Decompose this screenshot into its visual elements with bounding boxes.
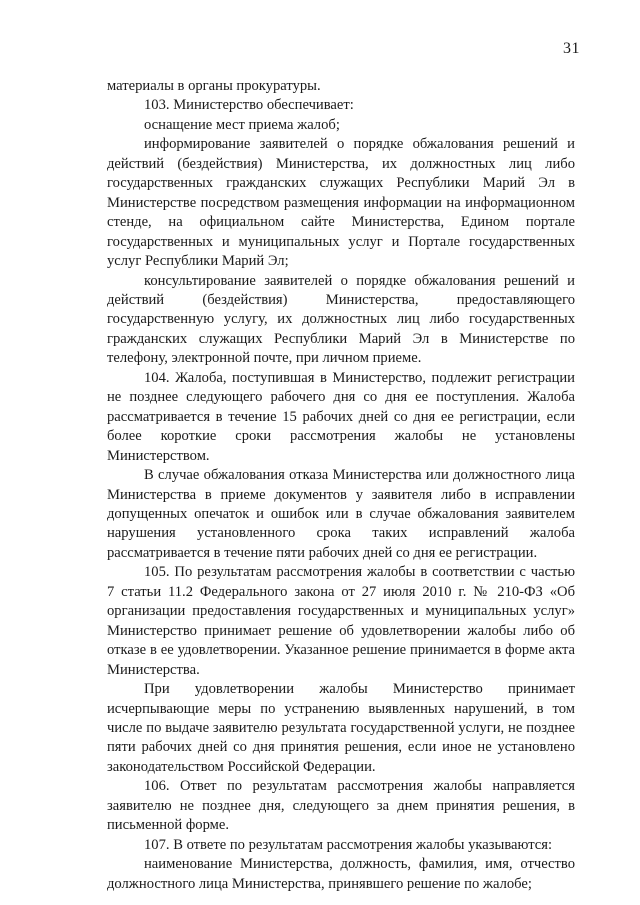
paragraph-item-104: 104. Жалоба, поступившая в Министерство, подлежит регистрации не позднее следующего рабочего дня со дня ее поступления. Жалоба рассматривается в течение 15 рабочих дней со дня ее регистрации, если более короткие сроки рассмотрения жалобы не установлены Министерством.: [107, 369, 575, 464]
document-body: [107, 77, 575, 894]
paragraph-103-informing: информирование заявителей о порядке обжалования решений и действий (бездействия) Министерства, их должностных лиц либо государственных гражданских служащих Республики Марий Эл в Министерстве посредством размещения информации на информационном стенде, на официальном сайте Министерства, Едином портале государственных и муниципальных услуг и Портале государственных услуг Республики Марий Эл;: [107, 136, 575, 270]
paragraph-103-consulting: консультирование заявителей о порядке обжалования решений и действий (бездействия) Министерства, предоставляющего государственную услугу, их должностных лиц либо государственных гражданских служащих Республики Марий Эл в Министерстве по телефону, электронной почте, при личном приеме.: [107, 272, 575, 367]
paragraph-105-satisfaction: При удовлетворении жалобы Министерство принимает исчерпывающие меры по устранению выявленных нарушений, в том числе по выдаче заявителю результата государственной услуги, не позднее пяти рабочих дней со дня принятия решения, если иное не установлено законодательством Российской Федерации.: [107, 681, 575, 775]
page-number: 31: [563, 40, 580, 57]
paragraph-item-107: 107. В ответе по результатам рассмотрения жалобы указываются:: [144, 836, 553, 853]
paragraph-item-106: 106. Ответ по результатам рассмотрения жалобы направляется заявителю не позднее дня, следующего за днем принятия решения, в письменной форме.: [107, 778, 575, 834]
paragraph-continuation: материалы в органы прокуратуры.: [107, 78, 321, 94]
paragraph-107-name: наименование Министерства, должность, фамилия, имя, отчество должностного лица Министерства, принявшего решение по жалобе;: [107, 856, 575, 892]
paragraph-item-105: 105. По результатам рассмотрения жалобы в соответствии с частью 7 статьи 11.2 Федерального закона от 27 июля 2010 г. № 210-ФЗ «Об организации предоставления государственных и муниципальных услуг» Министерство принимает решение об удовлетворении жалобы либо об отказе в ее удовлетворении. Указанное решение принимается в форме акта Министерства.: [107, 564, 575, 678]
paragraph-item-103: 103. Министерство обеспечивает:: [144, 97, 354, 114]
paragraph-104-refusal: В случае обжалования отказа Министерства или должностного лица Министерства в приеме документов у заявителя либо в исправлении допущенных опечаток и ошибок или в случае обжалования заявителем нарушения установленного срока таких исправлений жалоба рассматривается в течение пяти рабочих дней со дня ее регистрации.: [107, 467, 575, 561]
paragraph-103-equipment: оснащение мест приема жалоб;: [144, 116, 340, 133]
